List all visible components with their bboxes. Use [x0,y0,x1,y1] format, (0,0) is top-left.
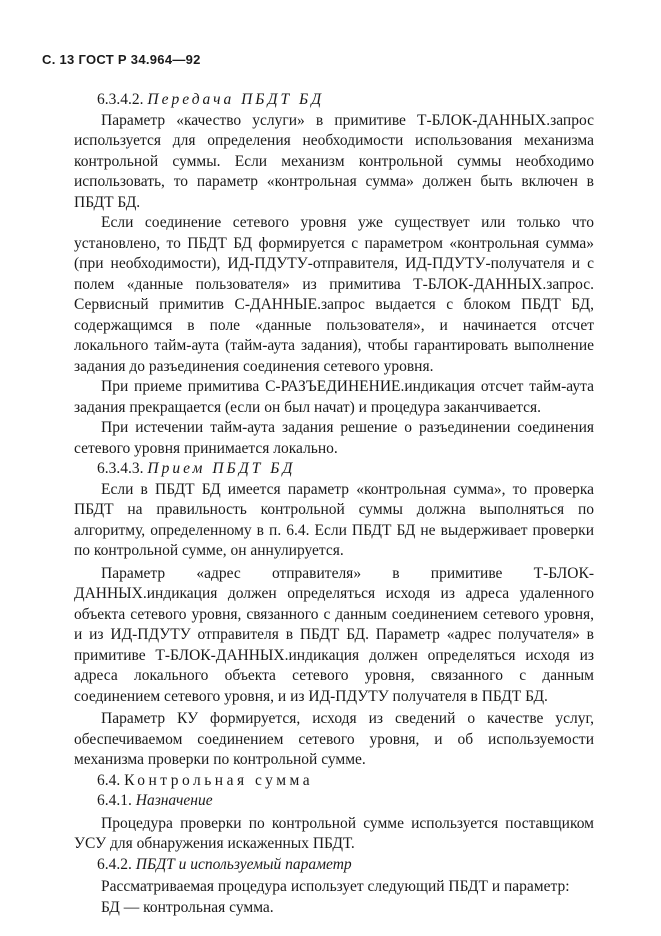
document-body [74,90,594,918]
section-number: 6.3.4.3. [97,460,144,477]
paragraph: Параметр «адрес отправителя» в примитиве Т-БЛОК-ДАННЫХ.индикация должен определяться исходя из адреса удаленного объекта сетевого уровня, связанного с данным соединением сетевого уровня, и из ИД-ПДУТУ отправителя в ПБДТ БД. Параметр «адрес получателя» в примитиве Т-БЛОК-ДАННЫХ.индикация должен определяться исходя из адреса локального объекта сетевого уровня, связанного с данным соединением сетевого уровня, и из ИД-ПДУТУ получателя в ПБДТ БД. [74,564,594,705]
section-number: 6.4.2. [97,855,132,873]
section-heading-6-4 [97,771,594,792]
paragraph: Процедура проверки по контрольной сумме используется поставщиком УСУ для обнаружения искаженных ПБДТ. [74,814,594,852]
section-number: 6.4.1. [97,792,132,809]
paragraph: При приеме примитива С-РАЗЪЕДИНЕНИЕ.индикация отсчет тайм-аута задания прекращается (если он был начат) и процедура заканчивается. [74,378,594,416]
paragraph: Если в ПБДТ БД имеется параметр «контрольная сумма», то проверка ПБДТ на правильность контрольной суммы должна выполняться по алгоритму, определенному в п. 6.4. Если ПБДТ БД не выдерживает проверки по контрольной сумме, он аннулируется. [74,480,594,559]
section-title: Прием ПБДТ БД [147,460,296,477]
section-heading-6-3-4-2 [97,90,594,111]
paragraph: При истечении тайм-аута задания решение о разъединении соединения сетевого уровня принимается локально. [74,419,594,457]
page-header: С. 13 ГОСТ Р 34.964—92 [42,52,201,67]
section-heading-6-3-4-3 [97,459,594,480]
section-number: 6.3.4.2. [97,91,144,108]
paragraph: Если соединение сетевого уровня уже существует или только что установлено, то ПБДТ БД формируется с параметром «контрольная сумма» (при необходимости), ИД-ПДУТУ-отправителя, ИД-ПДУТУ-получателя и с полем «данные пользователя» из примитива Т-БЛОК-ДАННЫХ.запрос. Сервисный примитив С-ДАННЫЕ.запрос выдается с блоком ПБДТ БД, содержащимся в поле «данные пользователя», и начинается отсчет локального тайм-аута (тайм-аута задания), чтобы гарантировать выполнение задания до разъединения соединения сетевого уровня. [74,214,594,375]
section-number: 6.4. [97,771,121,789]
paragraph: БД — контрольная сумма. [101,898,274,916]
section-title: Передача ПБДТ БД [147,91,325,108]
section-title: Назначение [135,792,213,809]
section-heading-6-4-1 [97,791,594,812]
paragraph: Параметр «качество услуги» в примитиве Т-БЛОК-ДАННЫХ.запрос используется для определения необходимости использования механизма контрольной суммы. Если механизм контрольной суммы необходимо использовать, то параметр «контрольная сумма» должен быть включен в ПБДТ БД. [74,111,594,211]
section-heading-6-4-2 [97,855,594,876]
paragraph: Рассматриваемая процедура использует следующий ПБДТ и параметр: [101,878,570,895]
paragraph: Параметр КУ формируется, исходя из сведений о качестве услуг, обеспечиваемом соединением сетевого уровня, и об используемости механизма проверки по контрольной сумме. [74,710,594,768]
section-title: Контрольная сумма [124,771,314,789]
section-title: ПБДТ и используемый параметр [135,855,352,873]
